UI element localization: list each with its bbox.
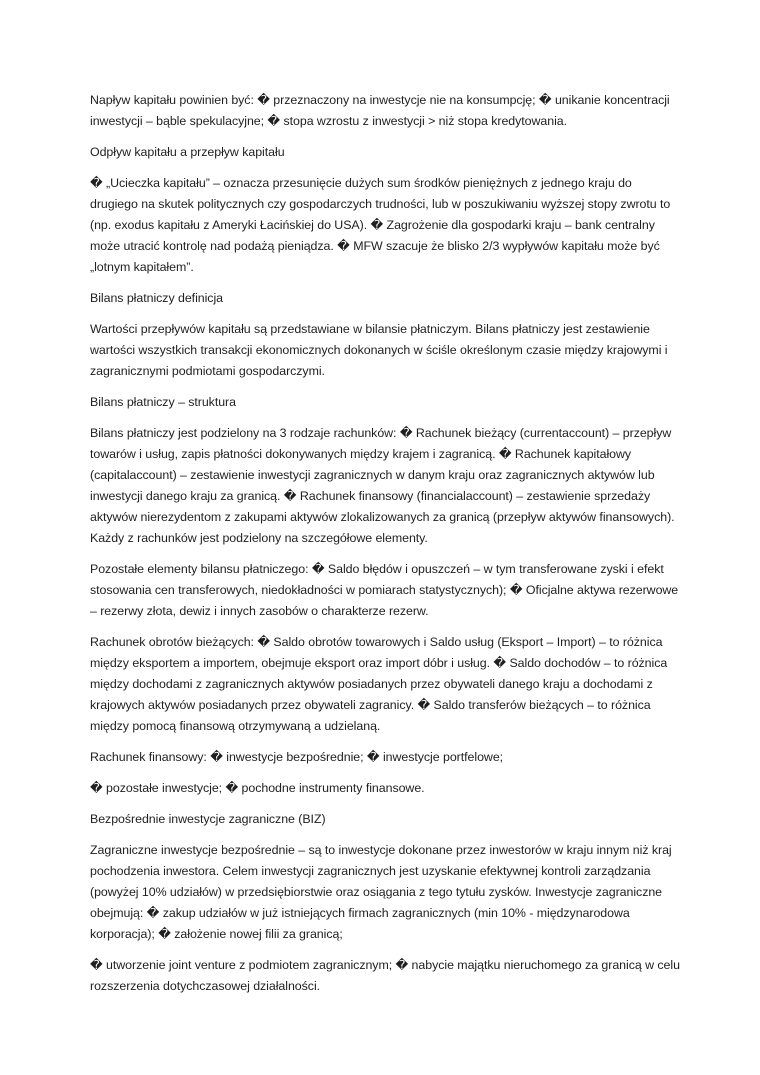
paragraph-fdi-definition: Zagraniczne inwestycje bezpośrednie – są to inwestycje dokonane przez inwestorów w kraju innym niż kraj pochodzenia inwestora. Celem inwestycji zagranicznych jest uzyskanie efektywnej kontroli zarządzania (powyżej 10% udziałów) w przedsiębiorstwie oraz osiągania z tego tytułu zysków. Inwestycje zagraniczne obejmują: � zakup udziałów w już istniejących firmach zagranicznych (min 10% - międzynarodowa korporacja); � założenie nowej filii za granicą; [90, 843, 672, 941]
paragraph-other-elements: Pozostałe elementy bilansu płatniczego: � Saldo błędów i opuszczeń – w tym transferowane zyski i efekt stosowania cen transferowych, niedokładności w pomiarach statystycznych); � Oficjalne aktywa rezerwowe – rezerwy złota, dewiz i innych zasobów o charakterze rezerw. [90, 562, 679, 618]
paragraph-capital-inflow: Napływ kapitału powinien być: � przeznaczony na inwestycje nie na konsumpcję; � unikanie koncentracji inwestycji – bąble spekulacyjne; � stopa wzrostu z inwestycji > niż stopa kredytowania. [90, 93, 670, 128]
heading-balance-structure: Bilans płatniczy – struktura [90, 395, 236, 409]
heading-capital-outflow: Odpływ kapitału a przepływ kapitału [90, 145, 285, 159]
paragraph-capital-flight: � „Ucieczka kapitału” – oznacza przesunięcie dużych sum środków pieniężnych z jednego kraju do drugiego na skutek politycznych czy gospodarczych trudności, lub w poszukiwaniu wyższej stopy zwrotu to (np. exodus kapitału z Ameryki Łacińskiej do USA). � Zagrożenie dla gospodarki kraju – bank centralny może utracić kontrolę nad podażą pieniądza. � MFW szacuje że blisko 2/3 wypływów kapitału może być „lotnym kapitałem”. [90, 176, 671, 274]
paragraph-fdi-forms: � utworzenie joint venture z podmiotem zagranicznym; � nabycie majątku nieruchomego za granicą w celu rozszerzenia dotychczasowej działalności. [90, 958, 680, 993]
paragraph-financial-account: Rachunek finansowy: � inwestycje bezpośrednie; � inwestycje portfelowe; [90, 750, 504, 764]
paragraph-balance-structure: Bilans płatniczy jest podzielony na 3 rodzaje rachunków: � Rachunek bieżący (currentaccount) – przepływ towarów i usług, zapis płatności dokonywanych między krajem i zagranicą. � Rachunek kapitałowy (capitalaccount) – zestawienie inwestycji zagranicznych w danym kraju oraz zagranicznych aktywów lub inwestycji danego kraju za granicą. � Rachunek finansowy (financialaccount) – zestawienie sprzedaży aktywów nierezydentom z zakupami aktywów zlokalizowanych za granicą (przepływ aktywów finansowych). Każdy z rachunków jest podzielony na szczegółowe elementy. [90, 426, 675, 545]
paragraph-current-account: Rachunek obrotów bieżących: � Saldo obrotów towarowych i Saldo usług (Eksport – Import) – to różnica między eksportem a importem, obejmuje eksport oraz import dóbr i usług. � Saldo dochodów – to różnica między dochodami z zagranicznych aktywów posiadanych przez obywateli danego kraju a dochodami z krajowych aktywów posiadanych przez obywateli zagranicy. � Saldo transferów bieżących – to różnica między pomocą finansową otrzymywaną a udzielaną. [90, 635, 668, 733]
paragraph-other-investments: � pozostałe inwestycje; � pochodne instrumenty finansowe. [90, 781, 425, 795]
paragraph-balance-definition: Wartości przepływów kapitału są przedstawiane w bilansie płatniczym. Bilans płatniczy jest zestawienie wartości wszystkich transakcji ekonomicznych dokonanych w ściśle określonym czasie między krajowymi i zagranicznymi podmiotami gospodarczymi. [90, 322, 668, 378]
heading-fdi: Bezpośrednie inwestycje zagraniczne (BIZ) [90, 812, 326, 826]
document-body [90, 90, 680, 1007]
heading-balance-definition: Bilans płatniczy definicja [90, 291, 224, 305]
